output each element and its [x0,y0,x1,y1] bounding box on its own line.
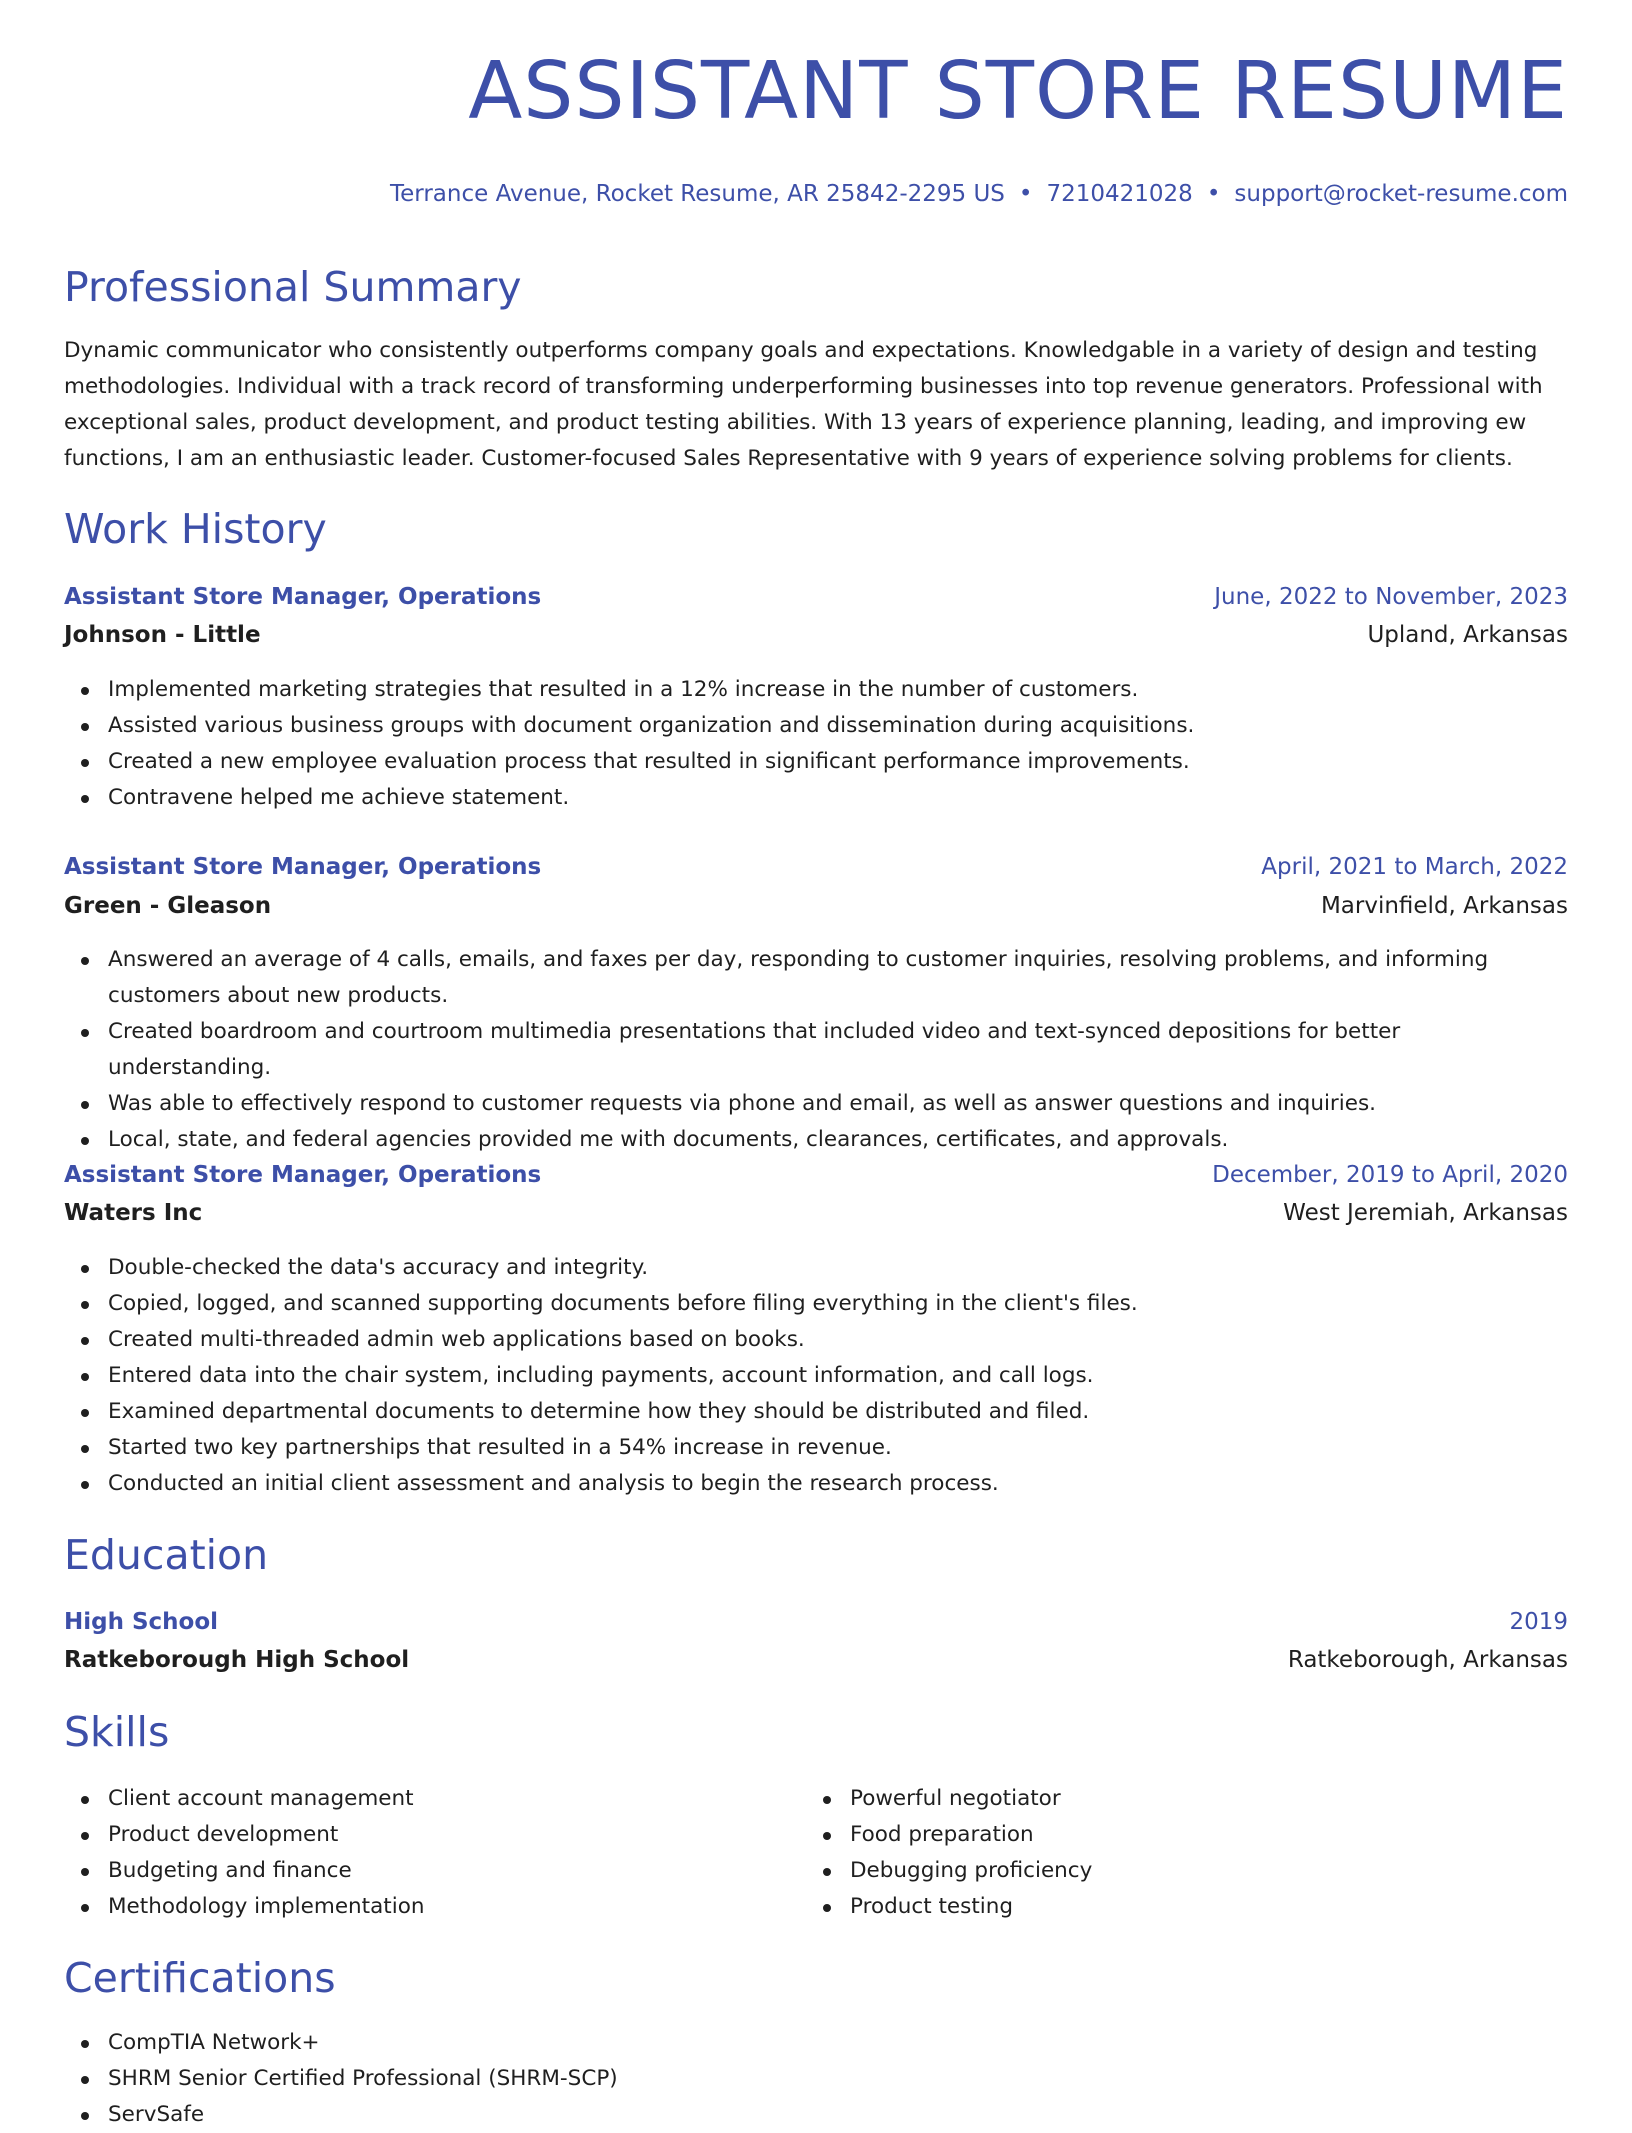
job-header [64,582,1568,612]
skill-item: Powerful negotiator [850,1781,1550,1817]
certification-item: SHRM Senior Certified Professional (SHRM-SCP) [108,2061,1568,2097]
section-heading-work-history: Work History [64,505,327,553]
section-heading-skills: Skills [64,1708,170,1756]
list-item: Implemented marketing strategies that resulted in a 12% increase in the number of customers. [108,672,1568,708]
job-duties-list [64,942,1568,1158]
section-heading-certifications: Certifications [64,1954,336,2002]
list-item: Answered an average of 4 calls, emails, and faxes per day, responding to customer inquiries, resolving problems, and informing customers about new products. [108,942,1568,1014]
job-header [64,1160,1568,1190]
education-year: 2019 [1509,1609,1568,1635]
job-location: Upland, Arkansas [1367,622,1568,648]
section-heading-education: Education [64,1531,269,1579]
contact-line [390,183,1568,206]
skills-list-left [64,1781,808,1925]
list-item: Assisted various business groups with document organization and dissemination during acquisitions. [108,708,1568,744]
job-dates: April, 2021 to March, 2022 [1261,854,1568,880]
education-school: Ratkeborough High School [64,1647,410,1673]
skill-item: Budgeting and finance [108,1853,808,1889]
skills-list-right [806,1781,1550,1925]
job-title: Assistant Store Manager, Operations [64,854,542,880]
job-header [64,852,1568,882]
list-item: Was able to effectively respond to customer requests via phone and email, as well as answer questions and inquiries. [108,1086,1568,1122]
education-location: Ratkeborough, Arkansas [1287,1647,1568,1673]
job-company: Green - Gleason [64,893,272,919]
list-item: Copied, logged, and scanned supporting documents before filing everything in the client's files. [108,1286,1568,1322]
skill-item: Food preparation [850,1817,1550,1853]
list-item: Double-checked the data's accuracy and integrity. [108,1250,1568,1286]
list-item: Started two key partnerships that resulted in a 54% increase in revenue. [108,1430,1568,1466]
job-employer-row [64,891,1568,921]
education-header [64,1607,1568,1637]
job-employer-row [64,620,1568,650]
job-title: Assistant Store Manager, Operations [64,1162,542,1188]
job-company: Waters Inc [64,1200,203,1226]
job-location: Marvinfield, Arkansas [1320,893,1568,919]
contact-address: Terrance Avenue, Rocket Resume, AR 25842-2295 US [390,181,1005,207]
job-dates: June, 2022 to November, 2023 [1214,584,1568,610]
skill-item: Methodology implementation [108,1889,808,1925]
contact-phone: 7210421028 [1046,181,1193,207]
list-item: Local, state, and federal agencies provided me with documents, clearances, certificates, and approvals. [108,1122,1568,1158]
list-item: Created multi-threaded admin web applications based on books. [108,1322,1568,1358]
certification-item: ServSafe [108,2097,1568,2133]
job-company: Johnson - Little [64,622,261,648]
list-item: Conducted an initial client assessment and analysis to begin the research process. [108,1466,1568,1502]
job-dates: December, 2019 to April, 2020 [1212,1162,1568,1188]
skill-item: Debugging proficiency [850,1853,1550,1889]
contact-separator: • [1206,181,1221,207]
contact-email: support@rocket-resume.com [1234,181,1568,207]
summary-text: Dynamic communicator who consistently outperforms company goals and expectations. Knowledgable in a variety of design and testing methodologies. Individual with a track record of transforming underperforming businesses into top revenue generators. Professional with exceptional sales, product development, and product testing abilities. With 13 years of experience planning, leading, and improving ew functions, I am an enthusiastic leader. Customer-focused Sales Representative with 9 years of experience solving problems for clients. [64,338,1543,471]
job-employer-row [64,1198,1568,1228]
job-duties-list [64,1250,1568,1502]
job-title: Assistant Store Manager, Operations [64,584,542,610]
list-item: Examined departmental documents to determine how they should be distributed and filed. [108,1394,1568,1430]
list-item: Created boardroom and courtroom multimedia presentations that included video and text-synced depositions for better understanding. [108,1014,1568,1086]
education-school-row [64,1645,1568,1675]
section-heading-summary: Professional Summary [64,263,522,311]
list-item: Created a new employee evaluation process that resulted in significant performance improvements. [108,744,1568,780]
skill-item: Product testing [850,1889,1550,1925]
certification-item: CompTIA Network+ [108,2025,1568,2061]
skill-item: Client account management [108,1781,808,1817]
resume-title: ASSISTANT STORE RESUME [468,45,1568,137]
job-location: West Jeremiah, Arkansas [1283,1200,1568,1226]
list-item: Entered data into the chair system, including payments, account information, and call logs. [108,1358,1568,1394]
job-duties-list [64,672,1568,816]
list-item: Contravene helped me achieve statement. [108,780,1568,816]
certifications-list [64,2025,1568,2133]
skill-item: Product development [108,1817,808,1853]
education-degree: High School [64,1609,219,1635]
contact-separator: • [1018,181,1033,207]
